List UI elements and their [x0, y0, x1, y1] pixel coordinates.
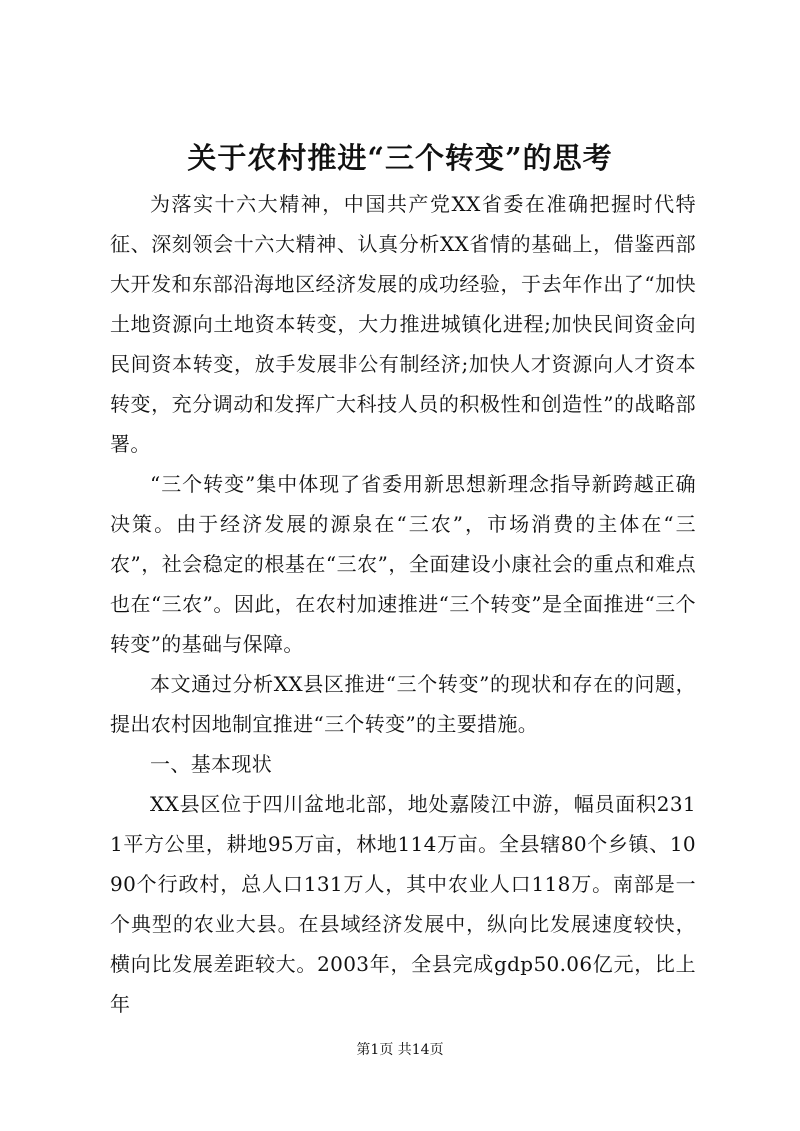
paragraph-county-overview: XX县区位于四川盆地北部，地处嘉陵江中游，幅员面积2311平方公里，耕地95万亩，林地114万亩。全县辖80个乡镇、1090个行政村，总人口131万人，其中农业人口118万。南部是一个典型的农业大县。在县域经济发展中，纵向比发展速度较快，横向比发展差距较大。2003年，全县完成gdp50.06亿元，比上年 — [110, 792, 696, 1016]
paragraph-purpose: 本文通过分析XX县区推进“三个转变”的现状和存在的问题，提出农村因地制宜推进“三个转变”的主要措施。 — [110, 672, 696, 736]
paragraph-intro: 为落实十六大精神，中国共产党XX省委在准确把握时代特征、深刻领会十六大精神、认真分析XX省情的基础上，借鉴西部大开发和东部沿海地区经济发展的成功经验，于去年作出了“加快土地资源向土地资本转变，大力推进城镇化进程;加快民间资金向民间资本转变，放手发展非公有制经济;加快人才资源向人才资本转变，充分调动和发挥广大科技人员的积极性和创造性”的战略部署。 — [110, 192, 696, 456]
document-body — [110, 184, 696, 1024]
paragraph-three-changes: “三个转变”集中体现了省委用新思想新理念指导新跨越正确决策。由于经济发展的源泉在“三农”，市场消费的主体在“三农”，社会稳定的根基在“三农”，全面建设小康社会的重点和难点也在“三农”。因此，在农村加速推进“三个转变”是全面推进“三个转变”的基础与保障。 — [110, 472, 696, 656]
section-heading-basic-status: 一、基本现状 — [150, 752, 273, 776]
document-title: 关于农村推进“三个转变”的思考 — [187, 141, 613, 175]
page-footer: 第1页 共14页 — [356, 1042, 444, 1058]
